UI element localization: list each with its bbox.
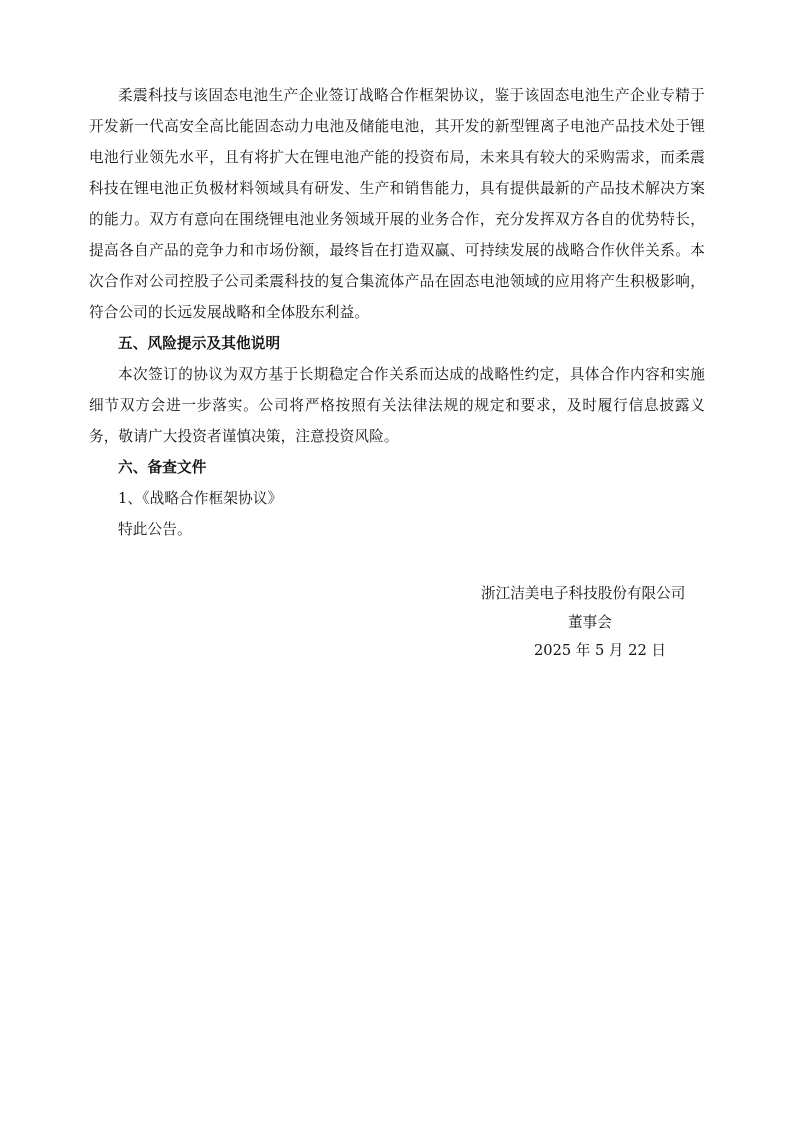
paragraph-cooperation-background: 柔震科技与该固态电池生产企业签订战略合作框架协议，鉴于该固态电池生产企业专精于开发新一代高安全高比能固态动力电池及储能电池，其开发的新型锂离子电池产品技术处于锂电池行业领先水平，且有将扩大在锂电池产能的投资布局，未来具有较大的采购需求，而柔震科技在锂电池正负极材料领域具有研发、生产和销售能力，具有提供最新的产品技术解决方案的能力。双方有意向在围绕锂电池业务领域开展的业务合作，充分发挥双方各自的优势特长，提高各自产品的竞争力和市场份额，最终旨在打造双赢、可持续发展的战略合作伙伴关系。本次合作对公司控股子公司柔震科技的复合集流体产品在固态电池领域的应用将产生积极影响，符合公司的长远发展战略和全体股东利益。 [89,87,705,321]
signature-date: 2025 年 5 月 22 日 [534,642,666,659]
closing-statement: 特此公告。 [118,521,192,538]
signature-board: 董事会 [568,613,612,631]
signature-block [470,580,720,666]
section-heading-risk: 五、风险提示及其他说明 [118,335,281,352]
signature-company: 浙江洁美电子科技股份有限公司 [481,585,686,602]
reference-document-item: 1、《战略合作框架协议》 [118,490,283,507]
document-body [89,80,705,545]
section-heading-reference-documents: 六、备查文件 [118,459,207,476]
paragraph-risk-notice: 本次签订的协议为双方基于长期稳定合作关系而达成的战略性约定，具体合作内容和实施细节双方会进一步落实。公司将严格按照有关法律法规的规定和要求，及时履行信息披露义务，敬请广大投资者谨慎决策，注意投资风险。 [89,366,705,445]
